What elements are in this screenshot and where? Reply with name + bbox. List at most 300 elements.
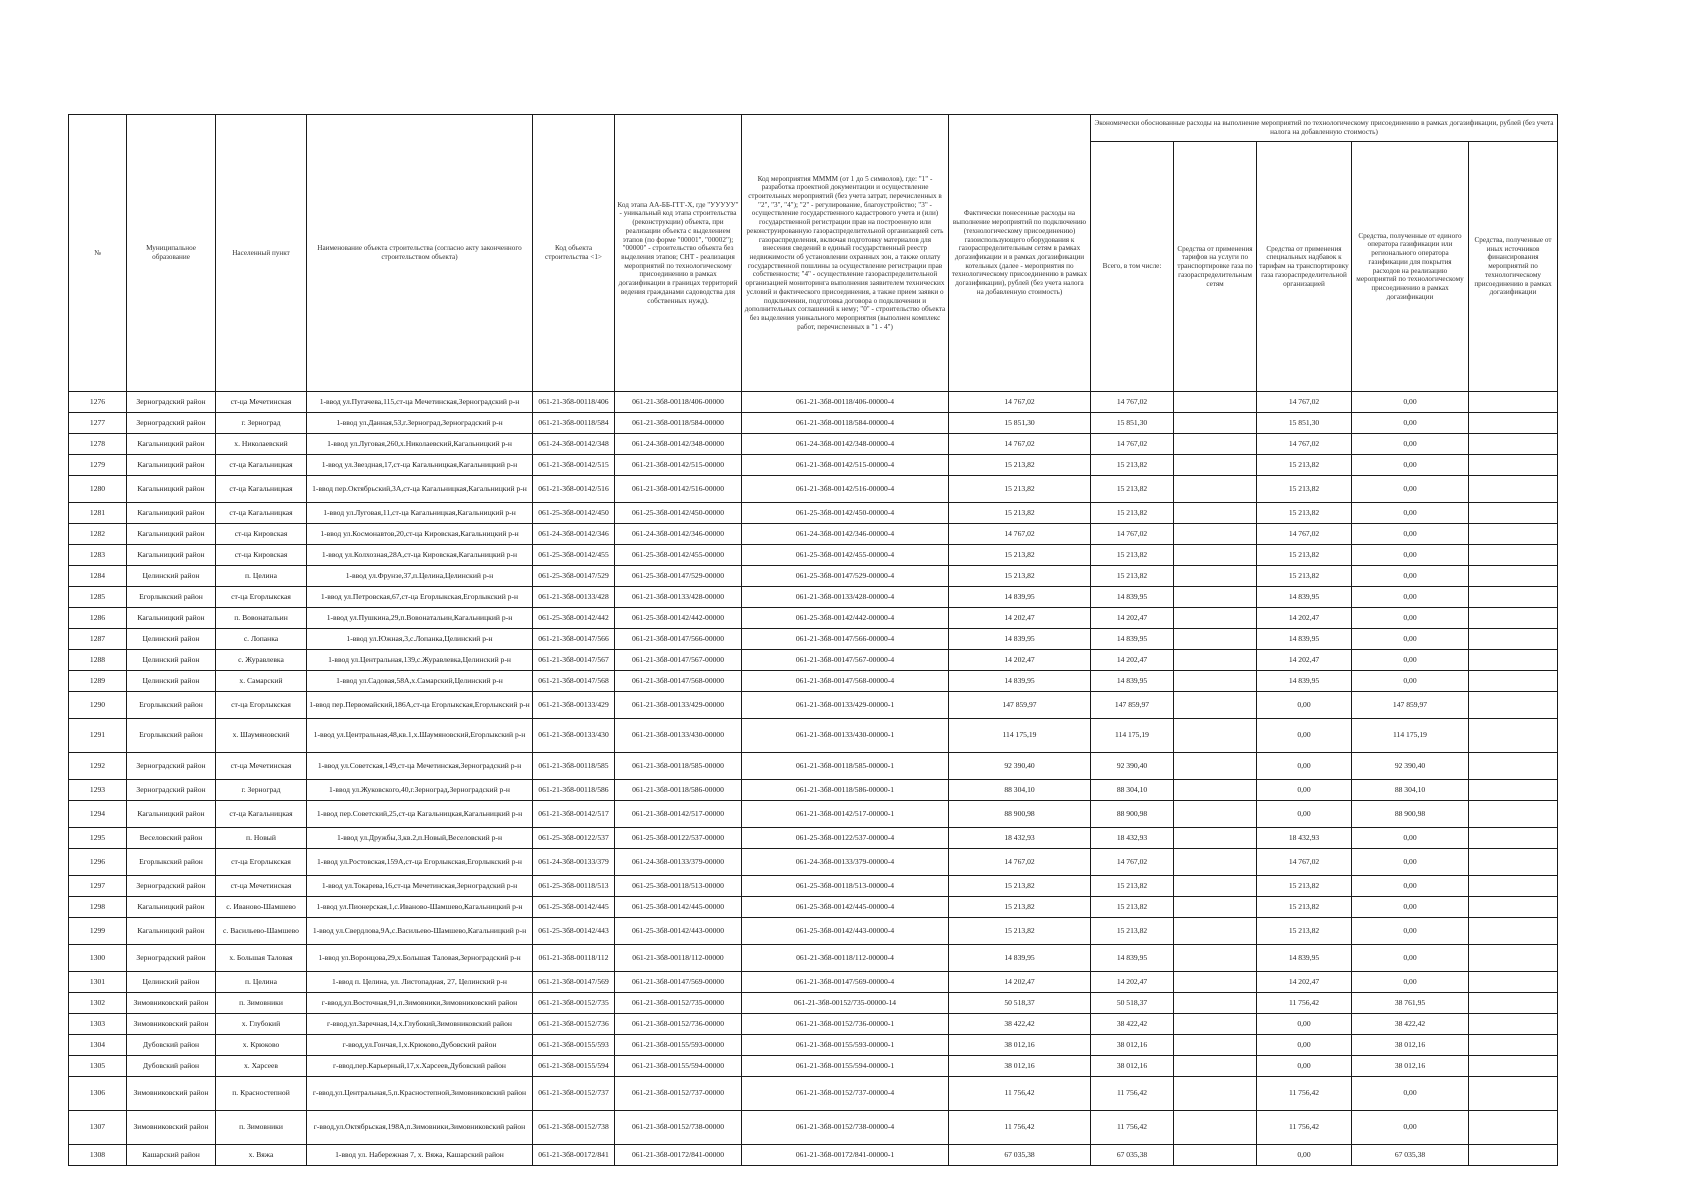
municipality-cell: Зерноградский район [127,392,216,413]
total-cell: 14 202,47 [1091,972,1174,993]
single-operator-cell: 0,00 [1352,945,1469,972]
header-other-sources: Средства, полученные от иных источников финансирования мероприятий по технологическому присоединению в рамках догазификации [1469,142,1558,392]
tariff-transport-cell [1174,524,1257,545]
tariff-transport-cell [1174,476,1257,503]
row-number: 1305 [69,1056,127,1077]
object-name-cell: 1-ввод ул.Пушкина,29,п.Вовонатальин,Кагальницкий р-н [307,608,533,629]
object-code-cell: 061-25-3б8-00142/443 [533,918,615,945]
stage-code-cell: 061-21-3б8-00155/593-00000 [615,1035,742,1056]
stage-code-cell: 061-21-3б8-00155/594-00000 [615,1056,742,1077]
object-name-cell: 1-ввод ул.Дружбы,3,кв.2,п.Новый,Веселовский р-н [307,828,533,849]
actual-costs-cell: 147 859,97 [949,692,1091,719]
settlement-cell: ст-ца Кагальницкая [216,455,307,476]
table-row [69,650,1558,671]
header-stage-code: Код этапа АА-ББ-ГГГ-Х, где "УУУУУ" - уникальный код этапа строительства (реконструкции) объекта, при реализации объекта с выделением этапов (по форме "00001", "00002"); "00000" - строительство объекта без выделения этапов; СНТ - реализация мероприятий по технологическому присоединению в рамках догазификации в границах территорий ведения гражданами садоводства для собственных нужд). [615,115,742,392]
other-sources-cell [1469,692,1558,719]
stage-code-cell: 061-21-3б8-00147/568-00000 [615,671,742,692]
single-operator-cell: 0,00 [1352,434,1469,455]
municipality-cell: Кагальницкий район [127,897,216,918]
other-sources-cell [1469,897,1558,918]
row-number: 1292 [69,753,127,780]
other-sources-cell [1469,1145,1558,1166]
tariff-transport-cell [1174,629,1257,650]
special-surcharge-cell: 11 756,42 [1257,1111,1352,1145]
municipality-cell: Кагальницкий район [127,608,216,629]
object-name-cell: г-ввод,ул.Восточная,91,п.Зимовники,Зимовниковский район [307,993,533,1014]
total-cell: 38 012,16 [1091,1035,1174,1056]
actual-costs-cell: 14 839,95 [949,587,1091,608]
stage-code-cell: 061-24-3б8-00142/346-00000 [615,524,742,545]
header-object-code: Код объекта строительства <1> [533,115,615,392]
single-operator-cell: 0,00 [1352,671,1469,692]
object-name-cell: 1-ввод п. Целина, ул. Листопадная, 27, Целинский р-н [307,972,533,993]
other-sources-cell [1469,876,1558,897]
activity-code-cell: 061-21-3б8-00152/736-00000-1 [742,1014,949,1035]
object-name-cell: г-ввод,ул.Заречная,14,х.Глубокий,Зимовниковский район [307,1014,533,1035]
actual-costs-cell: 14 839,95 [949,629,1091,650]
other-sources-cell [1469,719,1558,753]
table-row [69,587,1558,608]
activity-code-cell: 061-21-3б8-00133/429-00000-1 [742,692,949,719]
special-surcharge-cell: 0,00 [1257,719,1352,753]
single-operator-cell: 0,00 [1352,876,1469,897]
municipality-cell: Целинский район [127,671,216,692]
actual-costs-cell: 14 767,02 [949,849,1091,876]
actual-costs-cell: 50 518,37 [949,993,1091,1014]
special-surcharge-cell: 14 767,02 [1257,392,1352,413]
object-name-cell: 1-ввод ул.Звездная,17,ст-ца Кагальницкая,Кагальницкий р-н [307,455,533,476]
row-number: 1285 [69,587,127,608]
header-tariff-transport: Средства от применения тарифов на услуги по транспортировке газа по газораспределительным сетям [1174,142,1257,392]
object-name-cell: 1-ввод ул.Свердлова,9А,с.Васильево-Шамшево,Кагальницкий р-н [307,918,533,945]
object-code-cell: 061-21-3б8-00152/735 [533,993,615,1014]
total-cell: 147 859,97 [1091,692,1174,719]
stage-code-cell: 061-24-3б8-00142/348-00000 [615,434,742,455]
object-code-cell: 061-21-3б8-00118/586 [533,780,615,801]
settlement-cell: п. Целина [216,972,307,993]
total-cell: 11 756,42 [1091,1077,1174,1111]
activity-code-cell: 061-25-3б8-00142/450-00000-4 [742,503,949,524]
tariff-transport-cell [1174,392,1257,413]
special-surcharge-cell: 0,00 [1257,780,1352,801]
settlement-cell: г. Зерноград [216,780,307,801]
total-cell: 15 851,30 [1091,413,1174,434]
actual-costs-cell: 14 202,47 [949,608,1091,629]
stage-code-cell: 061-21-3б8-00152/736-00000 [615,1014,742,1035]
single-operator-cell: 0,00 [1352,629,1469,650]
header-num: № [69,115,127,392]
object-code-cell: 061-21-3б8-00147/569 [533,972,615,993]
actual-costs-cell: 11 756,42 [949,1111,1091,1145]
actual-costs-cell: 15 213,82 [949,897,1091,918]
municipality-cell: Егорлыкский район [127,692,216,719]
activity-code-cell: 061-24-3б8-00142/346-00000-4 [742,524,949,545]
object-code-cell: 061-21-3б8-00118/585 [533,753,615,780]
stage-code-cell: 061-21-3б8-00118/584-00000 [615,413,742,434]
tariff-transport-cell [1174,671,1257,692]
municipality-cell: Целинский район [127,650,216,671]
object-code-cell: 061-21-3б8-00118/112 [533,945,615,972]
settlement-cell: п. Новый [216,828,307,849]
other-sources-cell [1469,1111,1558,1145]
activity-code-cell: 061-25-3б8-00142/455-00000-4 [742,545,949,566]
object-name-cell: 1-ввод ул.Пугачева,115,ст-ца Мечетинская,Зерноградский р-н [307,392,533,413]
tariff-transport-cell [1174,608,1257,629]
municipality-cell: Егорлыкский район [127,719,216,753]
single-operator-cell: 0,00 [1352,392,1469,413]
row-number: 1296 [69,849,127,876]
actual-costs-cell: 15 213,82 [949,545,1091,566]
table-row [69,1035,1558,1056]
stage-code-cell: 061-21-3б8-00147/567-00000 [615,650,742,671]
single-operator-cell: 0,00 [1352,849,1469,876]
actual-costs-cell: 14 839,95 [949,945,1091,972]
total-cell: 14 839,95 [1091,629,1174,650]
activity-code-cell: 061-25-3б8-00122/537-00000-4 [742,828,949,849]
other-sources-cell [1469,545,1558,566]
municipality-cell: Кашарский район [127,1145,216,1166]
total-cell: 14 202,47 [1091,650,1174,671]
special-surcharge-cell: 0,00 [1257,753,1352,780]
other-sources-cell [1469,608,1558,629]
special-surcharge-cell: 14 767,02 [1257,524,1352,545]
single-operator-cell: 0,00 [1352,545,1469,566]
activity-code-cell: 061-21-3б8-00147/568-00000-4 [742,671,949,692]
table-row [69,945,1558,972]
other-sources-cell [1469,993,1558,1014]
single-operator-cell: 0,00 [1352,587,1469,608]
tariff-transport-cell [1174,828,1257,849]
total-cell: 15 213,82 [1091,545,1174,566]
object-code-cell: 061-21-3б8-00142/515 [533,455,615,476]
single-operator-cell: 0,00 [1352,455,1469,476]
table-header [69,115,1558,392]
stage-code-cell: 061-25-3б8-00142/445-00000 [615,897,742,918]
municipality-cell: Кагальницкий район [127,545,216,566]
single-operator-cell: 38 422,42 [1352,1014,1469,1035]
activity-code-cell: 061-21-3б8-00118/406-00000-4 [742,392,949,413]
stage-code-cell: 061-21-3б8-00133/429-00000 [615,692,742,719]
total-cell: 38 012,16 [1091,1056,1174,1077]
row-number: 1300 [69,945,127,972]
other-sources-cell [1469,566,1558,587]
row-number: 1291 [69,719,127,753]
header-economic-costs-group: Экономически обоснованные расходы на выполнение мероприятий по технологическому присоединению в рамках догазификации, рублей (без учета налога на добавленную стоимость) [1091,115,1558,142]
row-number: 1286 [69,608,127,629]
connection-costs-table [68,114,1558,1166]
object-code-cell: 061-25-3б8-00122/537 [533,828,615,849]
row-number: 1299 [69,918,127,945]
special-surcharge-cell: 15 213,82 [1257,545,1352,566]
single-operator-cell: 0,00 [1352,476,1469,503]
activity-code-cell: 061-21-3б8-00142/517-00000-1 [742,801,949,828]
municipality-cell: Зимовниковский район [127,993,216,1014]
row-number: 1284 [69,566,127,587]
settlement-cell: п. Зимовники [216,993,307,1014]
special-surcharge-cell: 15 213,82 [1257,918,1352,945]
tariff-transport-cell [1174,545,1257,566]
settlement-cell: г. Зерноград [216,413,307,434]
table-row [69,1145,1558,1166]
municipality-cell: Зерноградский район [127,945,216,972]
total-cell: 14 767,02 [1091,524,1174,545]
settlement-cell: ст-ца Кагальницкая [216,801,307,828]
municipality-cell: Зимовниковский район [127,1111,216,1145]
object-name-cell: 1-ввод ул.Жуковского,40,г.Зерноград,Зерноградский р-н [307,780,533,801]
activity-code-cell: 061-24-3б8-00142/348-00000-4 [742,434,949,455]
table-row [69,476,1558,503]
other-sources-cell [1469,434,1558,455]
total-cell: 88 900,98 [1091,801,1174,828]
other-sources-cell [1469,476,1558,503]
special-surcharge-cell: 14 839,95 [1257,587,1352,608]
header-special-surcharge: Средства от применения специальных надбавок к тарифам на транспортировку газа газораспределительной организацией [1257,142,1352,392]
single-operator-cell: 0,00 [1352,1111,1469,1145]
object-name-cell: 1-ввод ул.Данная,53,г.Зерноград,Зерноградский р-н [307,413,533,434]
tariff-transport-cell [1174,434,1257,455]
object-code-cell: 061-21-3б8-00142/516 [533,476,615,503]
object-code-cell: 061-21-3б8-00172/841 [533,1145,615,1166]
stage-code-cell: 061-25-3б8-00142/443-00000 [615,918,742,945]
total-cell: 38 422,42 [1091,1014,1174,1035]
other-sources-cell [1469,650,1558,671]
other-sources-cell [1469,671,1558,692]
activity-code-cell: 061-25-3б8-00118/513-00000-4 [742,876,949,897]
actual-costs-cell: 14 767,02 [949,434,1091,455]
settlement-cell: х. Крюково [216,1035,307,1056]
object-name-cell: г-ввод,ул.Гончая,1,х.Крюково,Дубовский район [307,1035,533,1056]
special-surcharge-cell: 0,00 [1257,801,1352,828]
stage-code-cell: 061-25-3б8-00142/455-00000 [615,545,742,566]
row-number: 1283 [69,545,127,566]
municipality-cell: Егорлыкский район [127,587,216,608]
table-row [69,608,1558,629]
special-surcharge-cell: 15 213,82 [1257,455,1352,476]
tariff-transport-cell [1174,1014,1257,1035]
municipality-cell: Кагальницкий район [127,918,216,945]
table-row [69,455,1558,476]
table-row [69,524,1558,545]
row-number: 1307 [69,1111,127,1145]
stage-code-cell: 061-25-3б8-00142/442-00000 [615,608,742,629]
actual-costs-cell: 18 432,93 [949,828,1091,849]
other-sources-cell [1469,828,1558,849]
object-code-cell: 061-21-3б8-00152/738 [533,1111,615,1145]
table-row [69,1111,1558,1145]
other-sources-cell [1469,503,1558,524]
settlement-cell: х. Большая Таловая [216,945,307,972]
table-row [69,434,1558,455]
other-sources-cell [1469,1077,1558,1111]
actual-costs-cell: 38 422,42 [949,1014,1091,1035]
tariff-transport-cell [1174,566,1257,587]
header-single-operator: Средства, полученные от единого оператора газификации или регионального оператора газификации для покрытия расходов на реализацию мероприятий по технологическому присоединению в рамках догазификации [1352,142,1469,392]
actual-costs-cell: 38 012,16 [949,1035,1091,1056]
object-code-cell: 061-25-3б8-00118/513 [533,876,615,897]
stage-code-cell: 061-24-3б8-00133/379-00000 [615,849,742,876]
special-surcharge-cell: 15 213,82 [1257,503,1352,524]
other-sources-cell [1469,413,1558,434]
single-operator-cell: 0,00 [1352,503,1469,524]
object-name-cell: 1-ввод ул.Садовая,58А,х.Самарский,Целинский р-н [307,671,533,692]
stage-code-cell: 061-21-3б8-00142/515-00000 [615,455,742,476]
single-operator-cell: 38 012,16 [1352,1056,1469,1077]
settlement-cell: х. Вяжа [216,1145,307,1166]
actual-costs-cell: 15 213,82 [949,876,1091,897]
table-row [69,392,1558,413]
object-name-cell: 1-ввод ул.Воронцова,29,х.Большая Таловая,Зерноградский р-н [307,945,533,972]
stage-code-cell: 061-21-3б8-00142/516-00000 [615,476,742,503]
settlement-cell: ст-ца Егорлыкская [216,692,307,719]
object-name-cell: 1-ввод ул.Советская,149,ст-ца Мечетинская,Зерноградский р-н [307,753,533,780]
table-row [69,671,1558,692]
other-sources-cell [1469,945,1558,972]
special-surcharge-cell: 15 213,82 [1257,897,1352,918]
tariff-transport-cell [1174,719,1257,753]
table-row [69,828,1558,849]
object-code-cell: 061-21-3б8-00118/584 [533,413,615,434]
object-name-cell: 1-ввод ул.Колхозная,28А,ст-ца Кировская,Кагальницкий р-н [307,545,533,566]
row-number: 1301 [69,972,127,993]
header-actual-costs: Фактически понесенные расходы на выполнение мероприятий по подключению (технологическому присоединению) газоиспользующего оборудования к газораспределительным сетям в рамках догазификации и в рамках догазификации котельных (далее - мероприятия по технологическому присоединению в рамках догазификации), рублей (без учета налога на добавленную стоимость) [949,115,1091,392]
special-surcharge-cell: 0,00 [1257,1035,1352,1056]
activity-code-cell: 061-21-3б8-00155/593-00000-1 [742,1035,949,1056]
single-operator-cell: 0,00 [1352,608,1469,629]
actual-costs-cell: 15 213,82 [949,918,1091,945]
activity-code-cell: 061-21-3б8-00152/735-00000-14 [742,993,949,1014]
municipality-cell: Дубовский район [127,1035,216,1056]
settlement-cell: х. Николаевский [216,434,307,455]
total-cell: 14 839,95 [1091,671,1174,692]
total-cell: 14 767,02 [1091,434,1174,455]
row-number: 1293 [69,780,127,801]
municipality-cell: Дубовский район [127,1056,216,1077]
object-code-cell: 061-24-3б8-00142/348 [533,434,615,455]
activity-code-cell: 061-21-3б8-00133/428-00000-4 [742,587,949,608]
actual-costs-cell: 15 213,82 [949,566,1091,587]
total-cell: 14 202,47 [1091,608,1174,629]
stage-code-cell: 061-25-3б8-00147/529-00000 [615,566,742,587]
row-number: 1297 [69,876,127,897]
row-number: 1308 [69,1145,127,1166]
single-operator-cell: 147 859,97 [1352,692,1469,719]
special-surcharge-cell: 14 839,95 [1257,945,1352,972]
total-cell: 18 432,93 [1091,828,1174,849]
stage-code-cell: 061-21-3б8-00142/517-00000 [615,801,742,828]
other-sources-cell [1469,1014,1558,1035]
single-operator-cell: 0,00 [1352,918,1469,945]
municipality-cell: Кагальницкий район [127,801,216,828]
settlement-cell: ст-ца Кагальницкая [216,503,307,524]
settlement-cell: х. Глубокий [216,1014,307,1035]
settlement-cell: с. Васильево-Шамшево [216,918,307,945]
activity-code-cell: 061-21-3б8-00152/737-00000-4 [742,1077,949,1111]
settlement-cell: ст-ца Кировская [216,524,307,545]
row-number: 1302 [69,993,127,1014]
special-surcharge-cell: 0,00 [1257,692,1352,719]
actual-costs-cell: 15 213,82 [949,455,1091,476]
activity-code-cell: 061-21-3б8-00118/585-00000-1 [742,753,949,780]
municipality-cell: Зерноградский район [127,413,216,434]
row-number: 1288 [69,650,127,671]
other-sources-cell [1469,455,1558,476]
object-name-cell: 1-ввод ул.Петровская,67,ст-ца Егорлыкская,Егорлыкский р-н [307,587,533,608]
stage-code-cell: 061-25-3б8-00118/513-00000 [615,876,742,897]
stage-code-cell: 061-21-3б8-00118/406-00000 [615,392,742,413]
table-row [69,1014,1558,1035]
total-cell: 114 175,19 [1091,719,1174,753]
municipality-cell: Зимовниковский район [127,1077,216,1111]
tariff-transport-cell [1174,972,1257,993]
municipality-cell: Целинский район [127,566,216,587]
other-sources-cell [1469,918,1558,945]
stage-code-cell: 061-21-3б8-00152/735-00000 [615,993,742,1014]
object-name-cell: 1-ввод ул.Центральная,48,кв.1,х.Шаумяновский,Егорлыкский р-н [307,719,533,753]
tariff-transport-cell [1174,993,1257,1014]
actual-costs-cell: 15 213,82 [949,476,1091,503]
object-code-cell: 061-21-3б8-00155/594 [533,1056,615,1077]
municipality-cell: Кагальницкий район [127,503,216,524]
total-cell: 14 839,95 [1091,587,1174,608]
single-operator-cell: 114 175,19 [1352,719,1469,753]
special-surcharge-cell: 15 851,30 [1257,413,1352,434]
object-name-cell: 1-ввод пер.Октябрьский,3А,ст-ца Кагальницкая,Кагальницкий р-н [307,476,533,503]
settlement-cell: ст-ца Егорлыкская [216,587,307,608]
municipality-cell: Целинский район [127,629,216,650]
total-cell: 14 767,02 [1091,849,1174,876]
object-code-cell: 061-21-3б8-00118/406 [533,392,615,413]
tariff-transport-cell [1174,1035,1257,1056]
stage-code-cell: 061-21-3б8-00133/428-00000 [615,587,742,608]
object-name-cell: 1-ввод пер.Первомайский,186А,ст-ца Егорлыкская,Егорлыкский р-н [307,692,533,719]
row-number: 1295 [69,828,127,849]
activity-code-cell: 061-21-3б8-00142/516-00000-4 [742,476,949,503]
activity-code-cell: 061-21-3б8-00172/841-00000-1 [742,1145,949,1166]
table-row [69,692,1558,719]
other-sources-cell [1469,753,1558,780]
other-sources-cell [1469,524,1558,545]
tariff-transport-cell [1174,413,1257,434]
municipality-cell: Егорлыкский район [127,849,216,876]
special-surcharge-cell: 14 839,95 [1257,629,1352,650]
row-number: 1304 [69,1035,127,1056]
settlement-cell: п. Зимовники [216,1111,307,1145]
settlement-cell: с. Иваново-Шамшево [216,897,307,918]
total-cell: 15 213,82 [1091,455,1174,476]
header-object-name: Наименование объекта строительства (согласно акту законченного строительством объекта) [307,115,533,392]
total-cell: 67 035,38 [1091,1145,1174,1166]
tariff-transport-cell [1174,1056,1257,1077]
object-code-cell: 061-24-3б8-00142/346 [533,524,615,545]
tariff-transport-cell [1174,753,1257,780]
special-surcharge-cell: 15 213,82 [1257,876,1352,897]
table-row [69,629,1558,650]
tariff-transport-cell [1174,876,1257,897]
object-code-cell: 061-21-3б8-00133/430 [533,719,615,753]
object-code-cell: 061-25-3б8-00142/445 [533,897,615,918]
actual-costs-cell: 14 202,47 [949,972,1091,993]
table-row [69,545,1558,566]
actual-costs-cell: 114 175,19 [949,719,1091,753]
activity-code-cell: 061-21-3б8-00118/584-00000-4 [742,413,949,434]
single-operator-cell: 0,00 [1352,1077,1469,1111]
table-row [69,849,1558,876]
other-sources-cell [1469,972,1558,993]
stage-code-cell: 061-21-3б8-00118/586-00000 [615,780,742,801]
settlement-cell: п. Целина [216,566,307,587]
other-sources-cell [1469,392,1558,413]
total-cell: 15 213,82 [1091,476,1174,503]
